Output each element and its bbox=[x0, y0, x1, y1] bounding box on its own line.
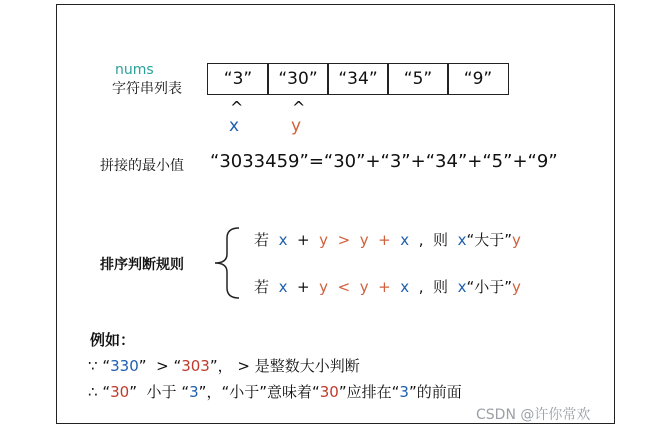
relation-text: “大于” bbox=[466, 231, 513, 249]
array-cell-3: “5” bbox=[387, 63, 449, 95]
rule-label: 排序判断规则 bbox=[100, 257, 184, 273]
example-title: 例如： bbox=[90, 331, 136, 349]
var-y: y bbox=[359, 231, 369, 249]
plus-sign: + bbox=[297, 278, 310, 296]
plus-sign: + bbox=[378, 231, 391, 249]
var-x: x bbox=[400, 278, 410, 296]
quote: ” bbox=[198, 383, 207, 401]
watermark: CSDN @许你常欢 bbox=[476, 407, 591, 423]
comma: , bbox=[418, 278, 424, 296]
greater-than-sign: > bbox=[156, 357, 169, 375]
greater-than-sign: > bbox=[337, 231, 351, 249]
nums-label: nums bbox=[115, 62, 154, 78]
quote: “ bbox=[102, 383, 111, 401]
if-text: 若 bbox=[254, 231, 270, 249]
plus-sign: + bbox=[297, 231, 310, 249]
relation-text: “小于” bbox=[466, 278, 513, 296]
comma: , bbox=[418, 231, 424, 249]
number-303: 303 bbox=[181, 357, 210, 375]
example-line-therefore bbox=[88, 381, 462, 402]
explanation-text: ， > 是整数大小判断 bbox=[217, 357, 360, 375]
y-pointer-label: y bbox=[291, 116, 302, 136]
number-3: 3 bbox=[189, 383, 199, 401]
number-330: 330 bbox=[110, 357, 139, 375]
quote: “ bbox=[102, 357, 111, 375]
quote: “ bbox=[181, 383, 190, 401]
var-x: x bbox=[278, 231, 288, 249]
list-label: 字符串列表 bbox=[112, 81, 182, 97]
quote: ” bbox=[129, 383, 137, 401]
array-cell-0: “3” bbox=[207, 63, 269, 95]
var-y: y bbox=[319, 231, 329, 249]
less-than-sign: < bbox=[337, 278, 351, 296]
plus-sign: + bbox=[378, 278, 391, 296]
y-caret: ^ bbox=[292, 98, 306, 117]
number-30: 30 bbox=[110, 383, 130, 401]
curly-brace-icon bbox=[205, 222, 245, 304]
rule-greater bbox=[254, 229, 521, 250]
quote: ” bbox=[209, 357, 218, 375]
then-text: 则 bbox=[433, 231, 449, 249]
quote: “ bbox=[173, 357, 182, 375]
quote: ” bbox=[138, 357, 147, 375]
explanation-text: ”的前面 bbox=[408, 383, 462, 401]
number-30: 30 bbox=[319, 383, 339, 401]
var-x: x bbox=[457, 278, 467, 296]
concat-label: 拼接的最小值 bbox=[100, 158, 184, 174]
less-than-text: 小于 bbox=[146, 383, 177, 401]
because-symbol: ∵ bbox=[88, 357, 98, 375]
example-line-because bbox=[88, 355, 360, 376]
if-text: 若 bbox=[254, 278, 270, 296]
array-cell-1: “30” bbox=[267, 63, 329, 95]
array-cell-4: “9” bbox=[447, 63, 509, 95]
number-3: 3 bbox=[399, 383, 409, 401]
var-x: x bbox=[278, 278, 288, 296]
var-y: y bbox=[512, 278, 521, 296]
concat-expression: “3033459”=“30”+“3”+“34”+“5”+“9” bbox=[210, 151, 558, 172]
array-cell-2: “34” bbox=[327, 63, 389, 95]
var-y: y bbox=[319, 278, 329, 296]
therefore-symbol: ∴ bbox=[88, 383, 98, 401]
var-x: x bbox=[400, 231, 410, 249]
var-x: x bbox=[457, 231, 467, 249]
x-caret: ^ bbox=[230, 98, 244, 117]
var-y: y bbox=[359, 278, 369, 296]
then-text: 则 bbox=[433, 278, 449, 296]
explanation-text: ，“小于”意味着“ bbox=[206, 383, 320, 401]
explanation-text: ”应排在“ bbox=[338, 383, 400, 401]
x-pointer-label: x bbox=[229, 116, 240, 136]
var-y: y bbox=[512, 231, 521, 249]
rule-less bbox=[254, 276, 521, 297]
